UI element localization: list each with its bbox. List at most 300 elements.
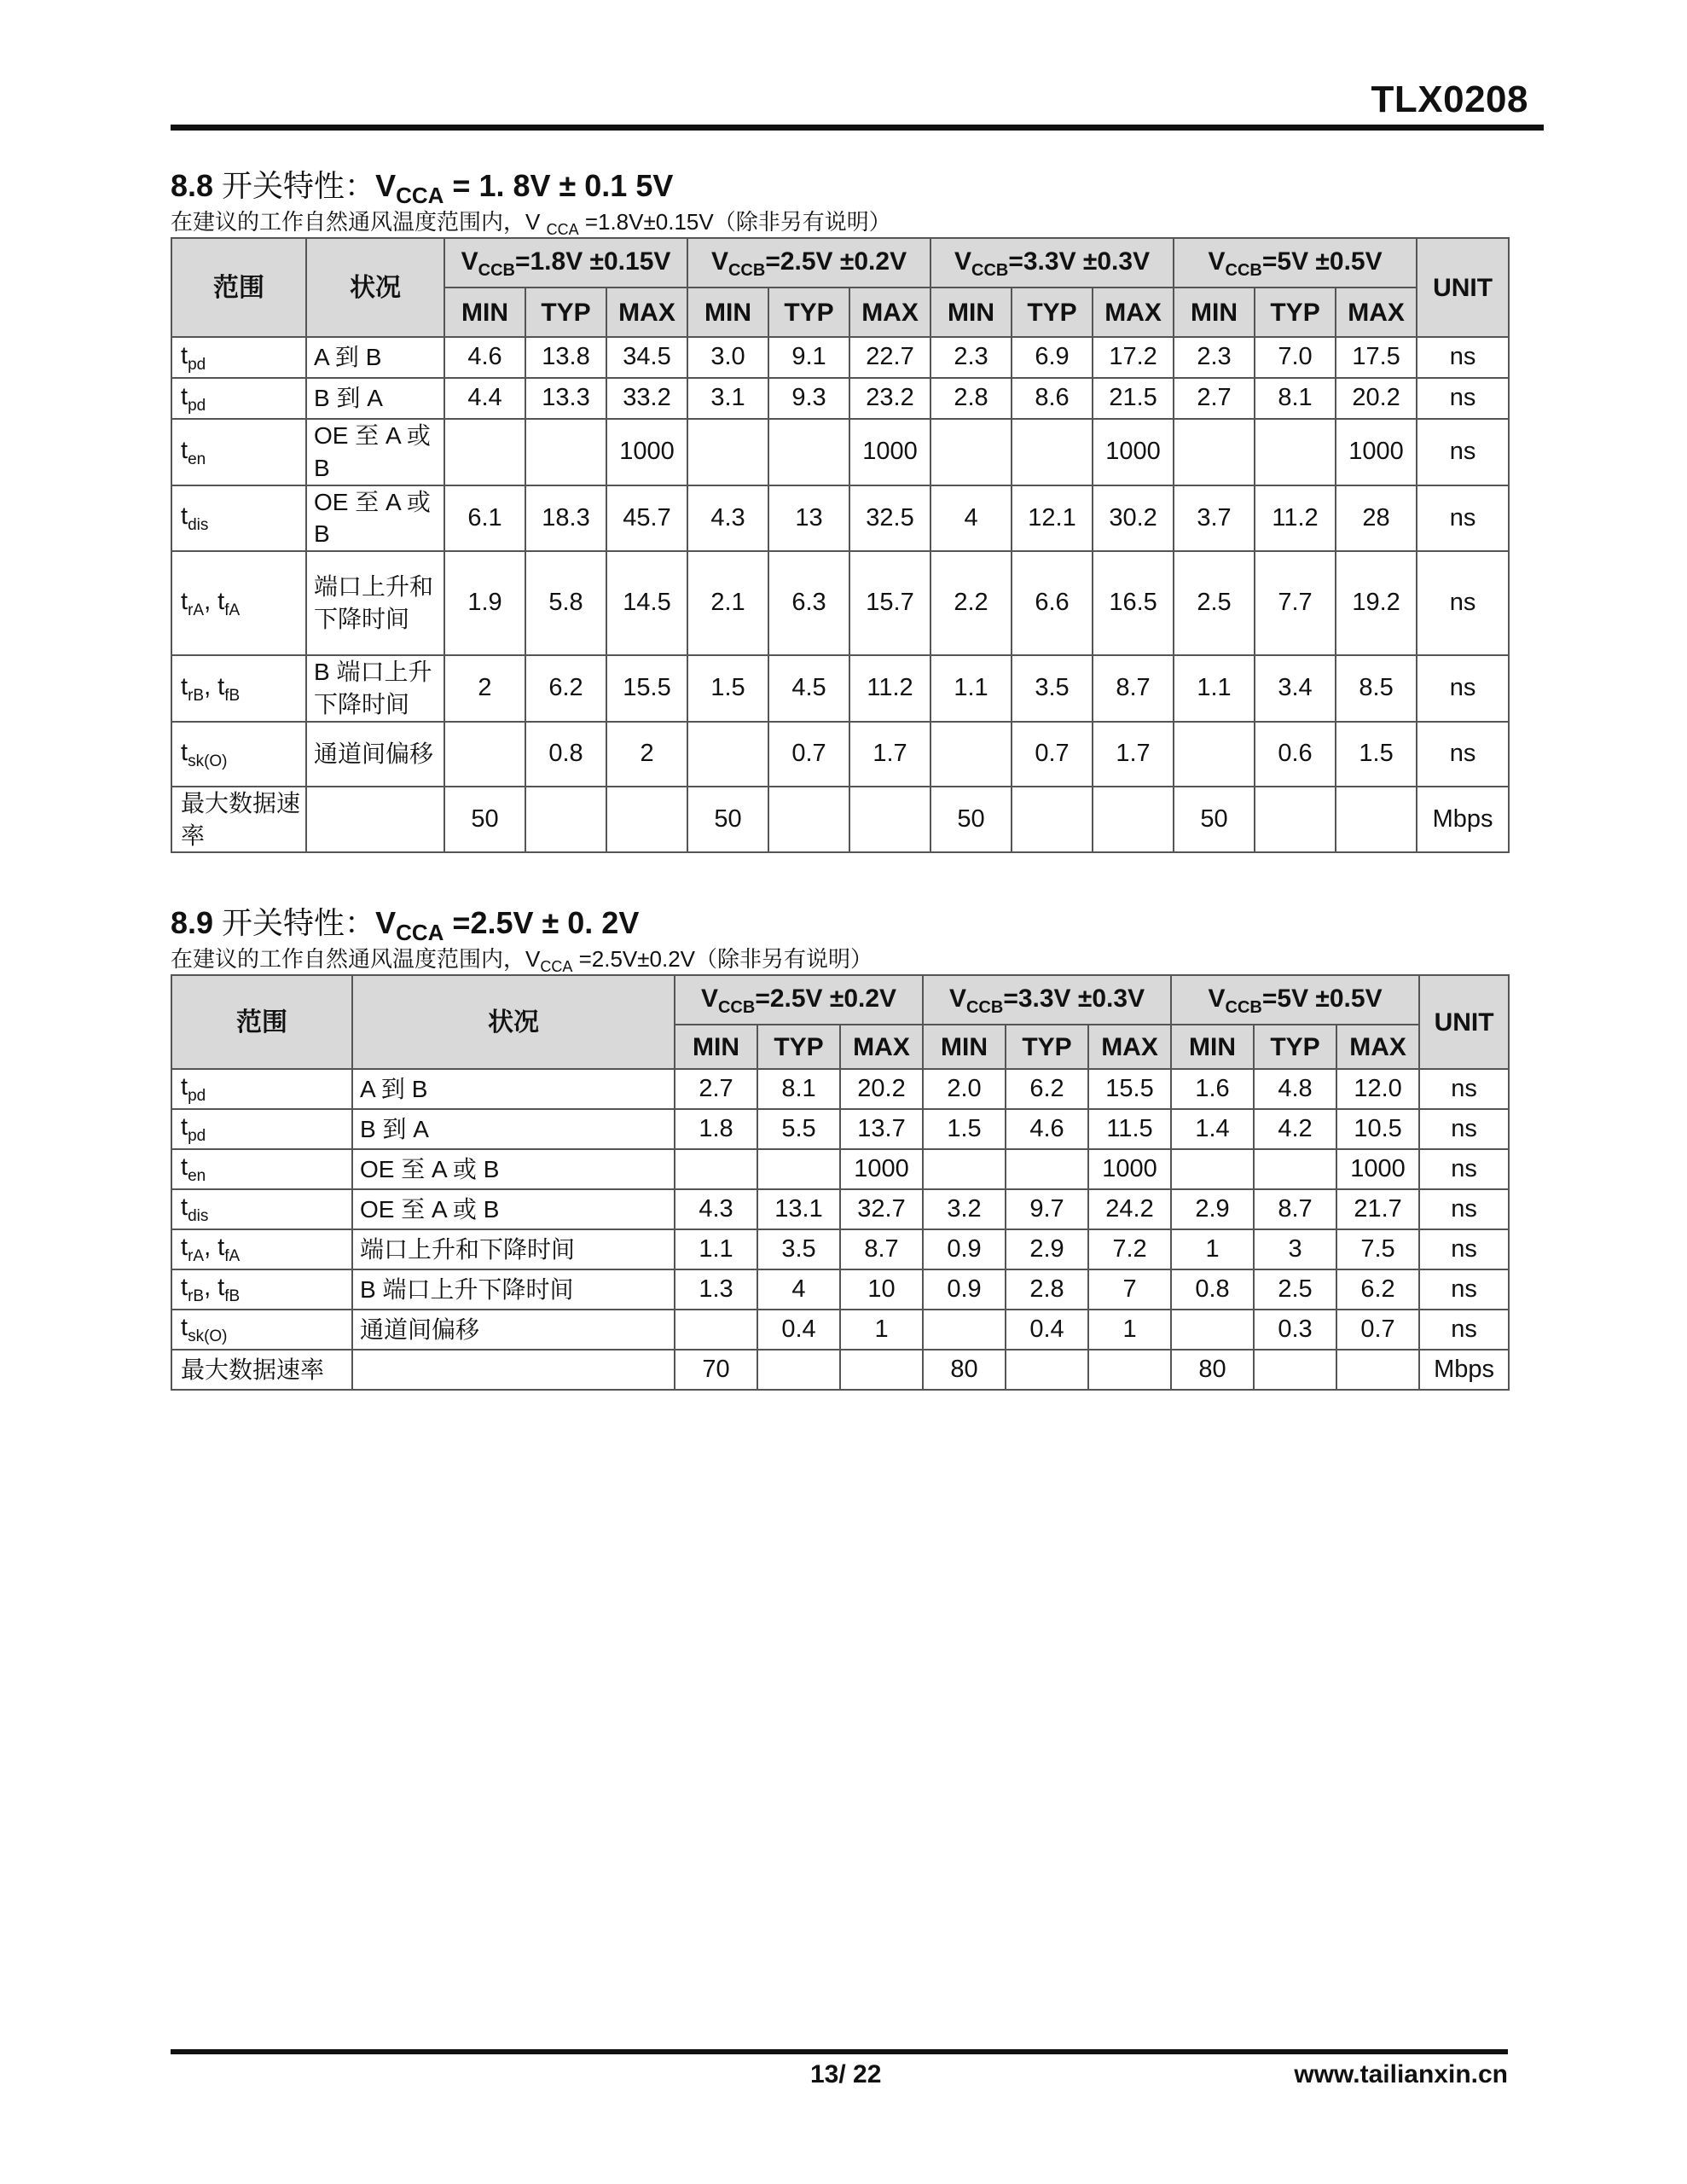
sub-col-header: MIN	[923, 1025, 1006, 1069]
condition-cell: B 端口上升下降时间	[352, 1269, 675, 1310]
value-cell: 2.8	[1006, 1269, 1088, 1310]
value-cell	[444, 419, 525, 485]
param-sub: rA	[188, 1247, 205, 1266]
group-sub: CCB	[728, 260, 766, 280]
title-rest: = 1. 8V ± 0.1 5V	[443, 168, 674, 203]
table-row	[171, 1350, 1509, 1390]
value-cell: 8.7	[1093, 655, 1174, 722]
param-cell	[171, 655, 306, 722]
unit-cell: ns	[1417, 722, 1509, 787]
param-symbol-2: , t	[204, 1234, 225, 1262]
subtitle-post: =1.8V±0.15V（除非另有说明）	[578, 209, 891, 235]
section-subtitle-8-9	[171, 942, 872, 976]
value-cell	[1336, 1350, 1419, 1390]
value-cell: 1.7	[849, 722, 930, 787]
value-cell: 6.1	[444, 485, 525, 552]
header-rule	[171, 125, 1544, 131]
param-cell	[171, 337, 306, 378]
value-cell: 0.6	[1255, 722, 1336, 787]
value-cell	[1255, 419, 1336, 485]
subtitle-sub: CCA	[546, 221, 579, 239]
sub-col-header: TYP	[768, 288, 849, 337]
sub-col-header: MAX	[1093, 288, 1174, 337]
value-cell: 21.5	[1093, 378, 1174, 419]
condition-cell	[352, 1350, 675, 1390]
value-cell: 11.2	[1255, 485, 1336, 552]
value-cell: 2.7	[1174, 378, 1255, 419]
value-cell	[675, 1149, 757, 1189]
value-cell: 4.2	[1254, 1109, 1336, 1149]
title-v: V	[375, 168, 397, 203]
param-symbol: t	[181, 1234, 188, 1262]
title-sub: CCA	[396, 920, 444, 946]
value-cell: 6.6	[1012, 551, 1093, 655]
value-cell: 5.8	[525, 551, 606, 655]
table-row	[171, 1269, 1509, 1310]
value-cell: 7.7	[1255, 551, 1336, 655]
param-cell	[171, 1109, 352, 1149]
section-title-text: 开关特性：	[213, 905, 376, 940]
value-cell: 7.5	[1336, 1229, 1419, 1269]
param-sub: dis	[188, 1207, 209, 1226]
table-row	[171, 787, 1509, 853]
table-row	[171, 655, 1509, 722]
sub-col-header: MAX	[1336, 288, 1417, 337]
sub-col-header: TYP	[1255, 288, 1336, 337]
table-row	[171, 337, 1509, 378]
value-cell: 0.9	[923, 1229, 1006, 1269]
value-cell: 1.5	[687, 655, 768, 722]
page-number: 13/ 22	[810, 2060, 882, 2088]
unit-cell: ns	[1417, 378, 1509, 419]
value-cell: 23.2	[849, 378, 930, 419]
param-symbol: t	[181, 587, 188, 615]
table-row	[171, 1109, 1509, 1149]
section-title-text: 开关特性：	[213, 168, 376, 203]
param-symbol-2: , t	[204, 1274, 225, 1302]
value-cell: 50	[444, 787, 525, 853]
param-cell	[171, 787, 306, 853]
condition-cell: B 到 A	[306, 378, 444, 419]
value-cell: 3	[1254, 1229, 1336, 1269]
value-cell: 4	[930, 485, 1012, 552]
value-cell: 1.9	[444, 551, 525, 655]
param-cell	[171, 722, 306, 787]
value-cell: 3.4	[1255, 655, 1336, 722]
value-cell: 0.4	[1006, 1310, 1088, 1350]
unit-cell: ns	[1419, 1189, 1509, 1229]
param-symbol: t	[181, 1274, 188, 1302]
value-cell: 1.4	[1171, 1109, 1254, 1149]
footer-rule	[171, 2049, 1508, 2054]
section-title-8-8	[171, 162, 673, 209]
header-row	[171, 975, 1509, 1025]
value-cell	[1093, 787, 1174, 853]
value-cell: 11.2	[849, 655, 930, 722]
condition-cell: OE 至 A 或 B	[352, 1149, 675, 1189]
sub-col-header: TYP	[1254, 1025, 1336, 1069]
param-cell	[171, 1229, 352, 1269]
unit-cell: Mbps	[1419, 1350, 1509, 1390]
group-v: V	[700, 984, 718, 1013]
value-cell: 2.0	[923, 1069, 1006, 1109]
value-cell: 7.2	[1088, 1229, 1171, 1269]
value-cell: 1	[1088, 1310, 1171, 1350]
value-cell: 80	[1171, 1350, 1254, 1390]
param-sub-2: fB	[224, 1287, 241, 1306]
section-number: 8.8	[171, 168, 214, 203]
value-cell: 15.5	[606, 655, 687, 722]
value-cell: 70	[675, 1350, 757, 1390]
condition-cell	[306, 787, 444, 853]
condition-cell: OE 至 A 或 B	[352, 1189, 675, 1229]
value-cell: 19.2	[1336, 551, 1417, 655]
condition-cell: A 到 B	[306, 337, 444, 378]
value-cell: 1	[840, 1310, 923, 1350]
value-cell: 9.1	[768, 337, 849, 378]
param-sub: rB	[188, 1287, 205, 1306]
value-cell: 2.9	[1171, 1189, 1254, 1229]
col-cond-header: 状况	[306, 238, 444, 337]
value-cell	[768, 787, 849, 853]
param-cell	[171, 1350, 352, 1390]
value-cell: 18.3	[525, 485, 606, 552]
unit-cell: ns	[1419, 1149, 1509, 1189]
value-cell: 2.5	[1254, 1269, 1336, 1310]
value-cell: 1000	[840, 1149, 923, 1189]
value-cell: 9.3	[768, 378, 849, 419]
value-cell	[675, 1310, 757, 1350]
sub-col-header: MIN	[675, 1025, 757, 1069]
sub-col-header: TYP	[1012, 288, 1093, 337]
value-cell: 2.7	[675, 1069, 757, 1109]
value-cell: 3.0	[687, 337, 768, 378]
param-symbol: 最大数据速率	[181, 1356, 325, 1383]
param-cell	[171, 551, 306, 655]
value-cell: 20.2	[840, 1069, 923, 1109]
table-row	[171, 485, 1509, 552]
value-cell: 8.1	[1255, 378, 1336, 419]
section-number: 8.9	[171, 905, 214, 940]
param-cell	[171, 1189, 352, 1229]
sub-col-header: MIN	[930, 288, 1012, 337]
value-cell: 7.0	[1255, 337, 1336, 378]
param-sub: rA	[188, 601, 205, 619]
value-cell: 3.2	[923, 1189, 1006, 1229]
value-cell: 11.5	[1088, 1109, 1171, 1149]
value-cell: 8.7	[840, 1229, 923, 1269]
value-cell: 20.2	[1336, 378, 1417, 419]
value-cell	[525, 787, 606, 853]
value-cell: 10	[840, 1269, 923, 1310]
unit-cell: ns	[1417, 551, 1509, 655]
param-sub-2: fB	[224, 686, 241, 705]
unit-cell: ns	[1417, 655, 1509, 722]
group-v: V	[710, 247, 728, 276]
value-cell: 6.2	[525, 655, 606, 722]
sub-col-header: MAX	[1336, 1025, 1419, 1069]
value-cell: 13.1	[757, 1189, 840, 1229]
param-symbol: t	[181, 672, 188, 700]
condition-cell: 通道间偏移	[352, 1310, 675, 1350]
value-cell: 6.9	[1012, 337, 1093, 378]
value-cell: 12.0	[1336, 1069, 1419, 1109]
unit-cell: ns	[1419, 1069, 1509, 1109]
value-cell	[1006, 1149, 1088, 1189]
value-cell: 33.2	[606, 378, 687, 419]
table-row	[171, 1069, 1509, 1109]
value-cell: 2.9	[1006, 1229, 1088, 1269]
param-sub: dis	[188, 515, 209, 534]
value-cell: 0.7	[1336, 1310, 1419, 1350]
value-cell	[1336, 787, 1417, 853]
param-sub-2: fA	[224, 1247, 241, 1266]
param-symbol: t	[181, 436, 188, 464]
col-unit-header: UNIT	[1419, 975, 1509, 1069]
value-cell	[1174, 419, 1255, 485]
value-cell	[930, 419, 1012, 485]
value-cell	[525, 419, 606, 485]
table-row	[171, 551, 1509, 655]
title-rest: =2.5V ± 0. 2V	[443, 905, 640, 940]
value-cell: 0.8	[525, 722, 606, 787]
value-cell: 4.8	[1254, 1069, 1336, 1109]
value-cell: 50	[930, 787, 1012, 853]
value-cell: 4.3	[687, 485, 768, 552]
group-sub: CCB	[1225, 997, 1262, 1017]
value-cell: 3.1	[687, 378, 768, 419]
col-param-header: 范围	[171, 238, 306, 337]
title-sub: CCA	[396, 183, 444, 209]
value-cell: 1.1	[930, 655, 1012, 722]
value-cell: 1.3	[675, 1269, 757, 1310]
value-cell	[757, 1149, 840, 1189]
value-cell: 17.2	[1093, 337, 1174, 378]
value-cell: 8.5	[1336, 655, 1417, 722]
value-cell	[757, 1350, 840, 1390]
param-symbol: 最大数据速率	[181, 789, 301, 849]
value-cell: 22.7	[849, 337, 930, 378]
param-cell	[171, 419, 306, 485]
value-cell	[1254, 1350, 1336, 1390]
table-row	[171, 419, 1509, 485]
value-cell: 8.7	[1254, 1189, 1336, 1229]
condition-cell: B 端口上升下降时间	[306, 655, 444, 722]
value-cell: 1000	[1088, 1149, 1171, 1189]
vccb-group-header	[1174, 238, 1417, 288]
group-sub: CCB	[971, 260, 1009, 280]
value-cell: 2	[444, 655, 525, 722]
value-cell: 30.2	[1093, 485, 1174, 552]
param-symbol: t	[181, 502, 188, 531]
section-subtitle-8-8	[171, 205, 891, 239]
param-sub: pd	[188, 1087, 206, 1106]
group-rest: =5V ±0.5V	[1261, 984, 1383, 1013]
value-cell: 15.7	[849, 551, 930, 655]
value-cell: 1.5	[1336, 722, 1417, 787]
sub-col-header: TYP	[1006, 1025, 1088, 1069]
value-cell: 0.3	[1254, 1310, 1336, 1350]
value-cell	[768, 419, 849, 485]
value-cell	[444, 722, 525, 787]
section-title-8-9	[171, 899, 639, 946]
value-cell: 2.3	[1174, 337, 1255, 378]
value-cell: 1.7	[1093, 722, 1174, 787]
group-rest: =5V ±0.5V	[1261, 247, 1383, 276]
value-cell: 9.7	[1006, 1189, 1088, 1229]
param-symbol: t	[181, 1073, 188, 1101]
sub-col-header: MIN	[444, 288, 525, 337]
value-cell: 4	[757, 1269, 840, 1310]
param-cell	[171, 378, 306, 419]
vccb-group-header	[687, 238, 930, 288]
value-cell: 32.5	[849, 485, 930, 552]
value-cell: 4.6	[444, 337, 525, 378]
value-cell: 1.8	[675, 1109, 757, 1149]
value-cell: 13.8	[525, 337, 606, 378]
value-cell: 4.4	[444, 378, 525, 419]
sub-col-header: TYP	[525, 288, 606, 337]
value-cell	[849, 787, 930, 853]
group-v: V	[1208, 247, 1226, 276]
value-cell: 0.7	[1012, 722, 1093, 787]
table-row	[171, 1229, 1509, 1269]
subtitle-pre: 在建议的工作自然通风温度范围内，V	[171, 946, 541, 972]
param-sub: pd	[188, 355, 206, 374]
param-sub: rB	[188, 686, 205, 705]
unit-cell: ns	[1417, 337, 1509, 378]
param-cell	[171, 485, 306, 552]
value-cell: 2.2	[930, 551, 1012, 655]
col-unit-header: UNIT	[1417, 238, 1509, 337]
param-sub: sk(O)	[188, 752, 228, 770]
value-cell	[1088, 1350, 1171, 1390]
value-cell	[930, 722, 1012, 787]
param-symbol: t	[181, 382, 188, 410]
group-sub: CCB	[717, 997, 756, 1017]
table-8-9	[171, 974, 1510, 1391]
website: www.tailianxin.cn	[1294, 2060, 1508, 2088]
value-cell: 12.1	[1012, 485, 1093, 552]
value-cell	[1254, 1149, 1336, 1189]
subtitle-pre: 在建议的工作自然通风温度范围内，V	[171, 209, 547, 235]
table-row	[171, 1149, 1509, 1189]
vccb-group-header	[444, 238, 687, 288]
group-rest: =1.8V ±0.15V	[514, 247, 671, 276]
value-cell: 3.5	[757, 1229, 840, 1269]
group-sub: CCB	[1225, 260, 1262, 280]
condition-cell: 通道间偏移	[306, 722, 444, 787]
value-cell: 45.7	[606, 485, 687, 552]
value-cell: 4.6	[1006, 1109, 1088, 1149]
value-cell: 1000	[1336, 419, 1417, 485]
unit-cell: Mbps	[1417, 787, 1509, 853]
sub-col-header: MAX	[1088, 1025, 1171, 1069]
param-sub: en	[188, 1167, 206, 1186]
value-cell: 8.1	[757, 1069, 840, 1109]
value-cell: 5.5	[757, 1109, 840, 1149]
unit-cell: ns	[1419, 1269, 1509, 1310]
subtitle-post: =2.5V±0.2V（除非另有说明）	[572, 946, 873, 972]
param-sub: pd	[188, 396, 206, 415]
group-rest: =3.3V ±0.3V	[1008, 247, 1151, 276]
value-cell: 1000	[849, 419, 930, 485]
value-cell: 0.7	[768, 722, 849, 787]
group-rest: =2.5V ±0.2V	[765, 247, 907, 276]
value-cell: 4.3	[675, 1189, 757, 1229]
value-cell: 2.3	[930, 337, 1012, 378]
param-sub: pd	[188, 1127, 206, 1146]
unit-cell: ns	[1419, 1229, 1509, 1269]
value-cell: 13.7	[840, 1109, 923, 1149]
value-cell	[840, 1350, 923, 1390]
value-cell: 1000	[1336, 1149, 1419, 1189]
param-symbol: t	[181, 1153, 188, 1182]
value-cell	[687, 419, 768, 485]
value-cell: 50	[1174, 787, 1255, 853]
group-rest: =2.5V ±0.2V	[755, 984, 897, 1013]
value-cell: 80	[923, 1350, 1006, 1390]
col-cond-header: 状况	[352, 975, 675, 1069]
param-symbol: t	[181, 341, 188, 369]
table-row	[171, 1189, 1509, 1229]
param-cell	[171, 1069, 352, 1109]
sub-col-header: MAX	[840, 1025, 923, 1069]
value-cell: 2	[606, 722, 687, 787]
table-row	[171, 1310, 1509, 1350]
value-cell: 16.5	[1093, 551, 1174, 655]
table-row	[171, 378, 1509, 419]
sub-col-header: TYP	[757, 1025, 840, 1069]
value-cell: 1000	[606, 419, 687, 485]
value-cell: 4.5	[768, 655, 849, 722]
value-cell: 2.8	[930, 378, 1012, 419]
value-cell	[1174, 722, 1255, 787]
value-cell: 7	[1088, 1269, 1171, 1310]
param-sub-2: fA	[224, 601, 241, 619]
col-param-header: 范围	[171, 975, 352, 1069]
param-symbol: t	[181, 1113, 188, 1141]
value-cell: 17.5	[1336, 337, 1417, 378]
value-cell	[1012, 419, 1093, 485]
condition-cell: OE 至 A 或 B	[306, 485, 444, 552]
value-cell: 1000	[1093, 419, 1174, 485]
param-symbol: t	[181, 1314, 188, 1342]
value-cell: 0.9	[923, 1269, 1006, 1310]
param-symbol: t	[181, 1194, 188, 1222]
value-cell: 6.2	[1336, 1269, 1419, 1310]
vccb-group-header	[1171, 975, 1419, 1025]
value-cell: 28	[1336, 485, 1417, 552]
value-cell	[1255, 787, 1336, 853]
table-8-8	[171, 237, 1510, 853]
sub-col-header: MAX	[606, 288, 687, 337]
group-sub: CCB	[965, 997, 1004, 1017]
value-cell: 0.4	[757, 1310, 840, 1350]
value-cell: 13.3	[525, 378, 606, 419]
value-cell: 6.3	[768, 551, 849, 655]
group-v: V	[461, 247, 478, 276]
condition-cell: 端口上升和下降时间	[352, 1229, 675, 1269]
value-cell	[1006, 1350, 1088, 1390]
header-row	[171, 238, 1509, 288]
value-cell: 21.7	[1336, 1189, 1419, 1229]
group-sub: CCB	[478, 260, 515, 280]
value-cell: 0.8	[1171, 1269, 1254, 1310]
value-cell: 1.5	[923, 1109, 1006, 1149]
value-cell	[923, 1149, 1006, 1189]
value-cell: 2.5	[1174, 551, 1255, 655]
